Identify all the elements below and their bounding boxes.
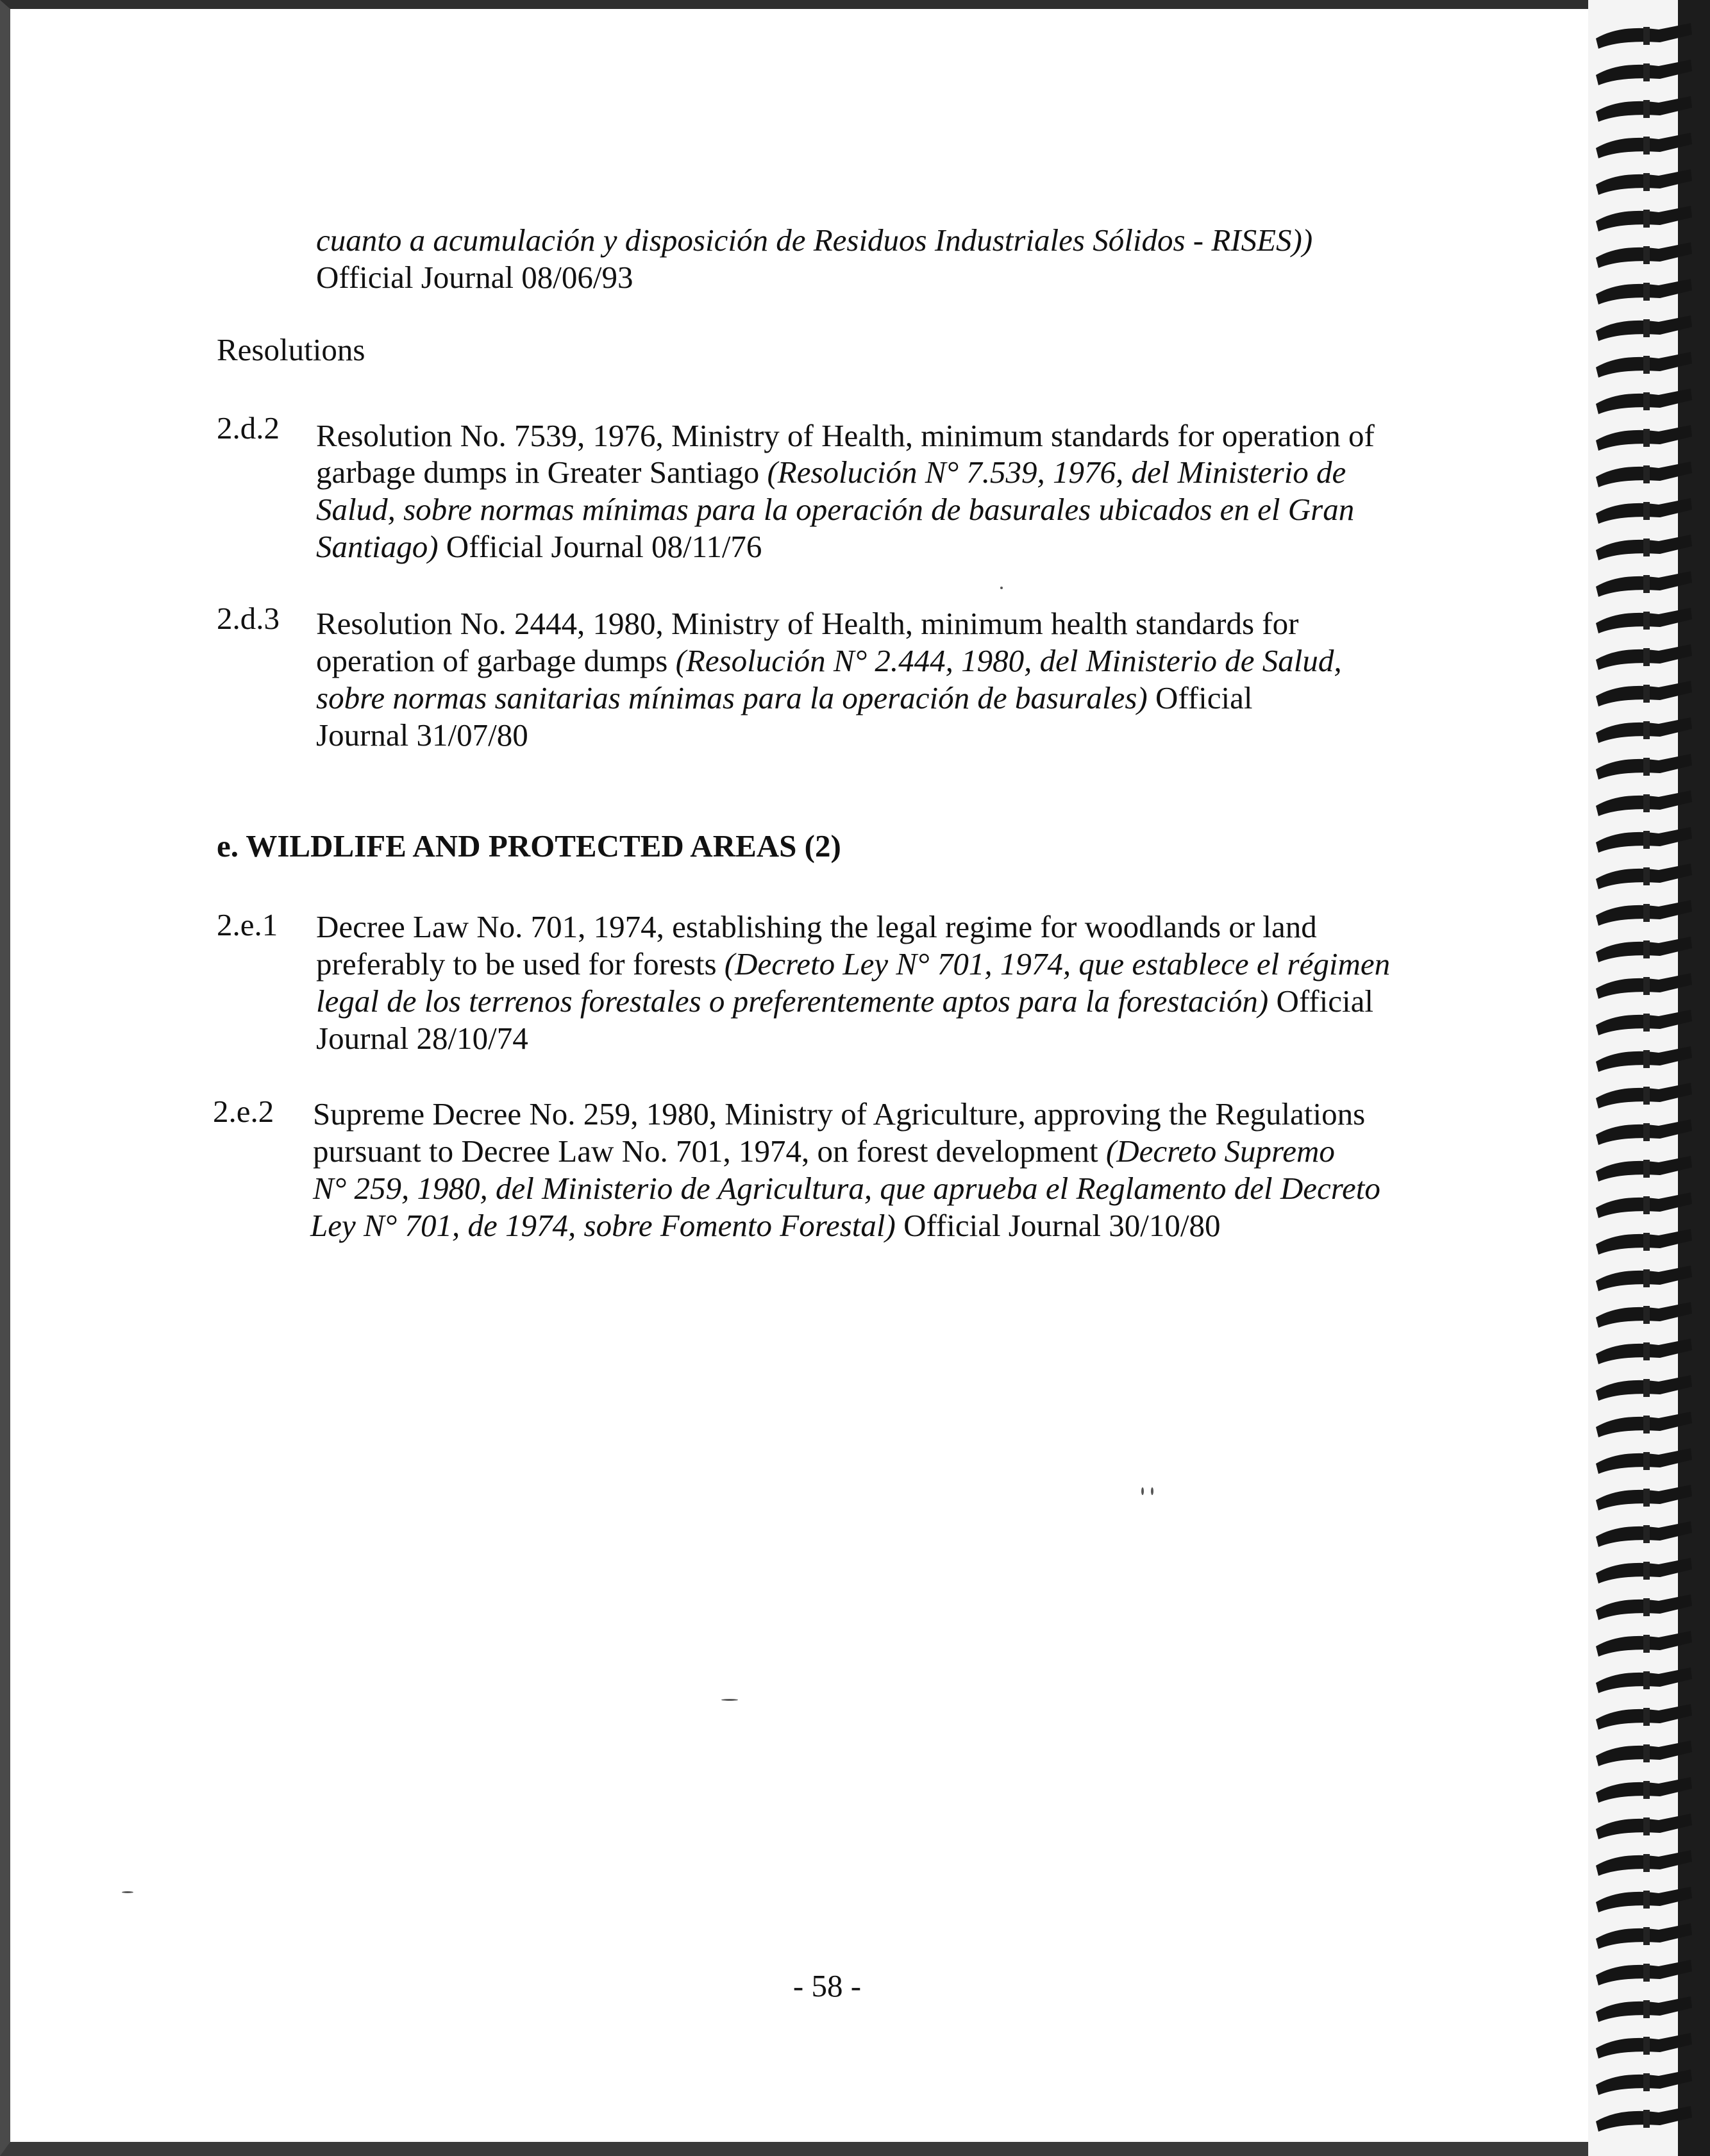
entry-number-2e2: 2.e.2 xyxy=(213,1094,274,1129)
scan-speck xyxy=(1151,1487,1153,1495)
entry-2e2-line-3: N° 259, 1980, del Ministerio de Agricultura, que aprueba el Reglamento del Decreto xyxy=(313,1171,1380,1206)
entry-2e1-line-3: legal de los terrenos forestales o preferentemente aptos para la forestación) Official xyxy=(316,983,1373,1019)
entry-2e1-line-2: preferably to be used for forests (Decreto Ley N° 701, 1974, que establece el régimen xyxy=(316,946,1391,982)
subsection-title: Resolutions xyxy=(217,332,365,367)
entry-2e1-line-1: Decree Law No. 701, 1974, establishing the legal regime for woodlands or land xyxy=(316,909,1317,944)
entry-2d2-line-2: garbage dumps in Greater Santiago (Resolución N° 7.539, 1976, del Ministerio de xyxy=(316,455,1346,490)
page-number: - 58 - xyxy=(792,1968,862,2003)
entry-2d2-line-3: Salud, sobre normas mínimas para la operación de basurales ubicados en el Gran xyxy=(316,492,1355,527)
continuation-line-2: Official Journal 08/06/93 xyxy=(316,260,633,295)
entry-2d2-line-4: Santiago) Official Journal 08/11/76 xyxy=(316,529,762,564)
entry-2d2-line-1: Resolution No. 7539, 1976, Ministry of Health, minimum standards for operation of xyxy=(316,418,1375,453)
entry-2e2-line-1: Supreme Decree No. 259, 1980, Ministry of Agriculture, approving the Regulations xyxy=(313,1096,1366,1132)
scan-speck xyxy=(1141,1487,1144,1495)
scan-speck xyxy=(721,1699,738,1701)
entry-2d3-line-2: operation of garbage dumps (Resolución N° 2.444, 1980, del Ministerio de Salud, xyxy=(316,643,1342,678)
section-heading: e. WILDLIFE AND PROTECTED AREAS (2) xyxy=(217,828,841,864)
entry-number-2e1: 2.e.1 xyxy=(217,907,278,942)
scan-speck xyxy=(122,1891,133,1893)
entry-2e2-line-2: pursuant to Decree Law No. 701, 1974, on forest development (Decreto Supremo xyxy=(313,1133,1335,1169)
entry-2e2-line-4: Ley N° 701, de 1974, sobre Fomento Forestal) Official Journal 30/10/80 xyxy=(310,1208,1221,1243)
entry-number-2d3: 2.d.3 xyxy=(217,601,280,636)
entry-2d3-line-3: sobre normas sanitarias mínimas para la operación de basurales) Official xyxy=(316,680,1253,715)
continuation-line-1: cuanto a acumulación y disposición de Residuos Industriales Sólidos - RISES)) xyxy=(316,222,1313,258)
scan-speck xyxy=(1000,587,1003,589)
entry-2d3-line-4: Journal 31/07/80 xyxy=(316,717,528,753)
entry-number-2d2: 2.d.2 xyxy=(217,410,280,446)
entry-2d3-line-1: Resolution No. 2444, 1980, Ministry of Health, minimum health standards for xyxy=(316,606,1299,641)
entry-2e1-line-4: Journal 28/10/74 xyxy=(316,1021,528,1056)
